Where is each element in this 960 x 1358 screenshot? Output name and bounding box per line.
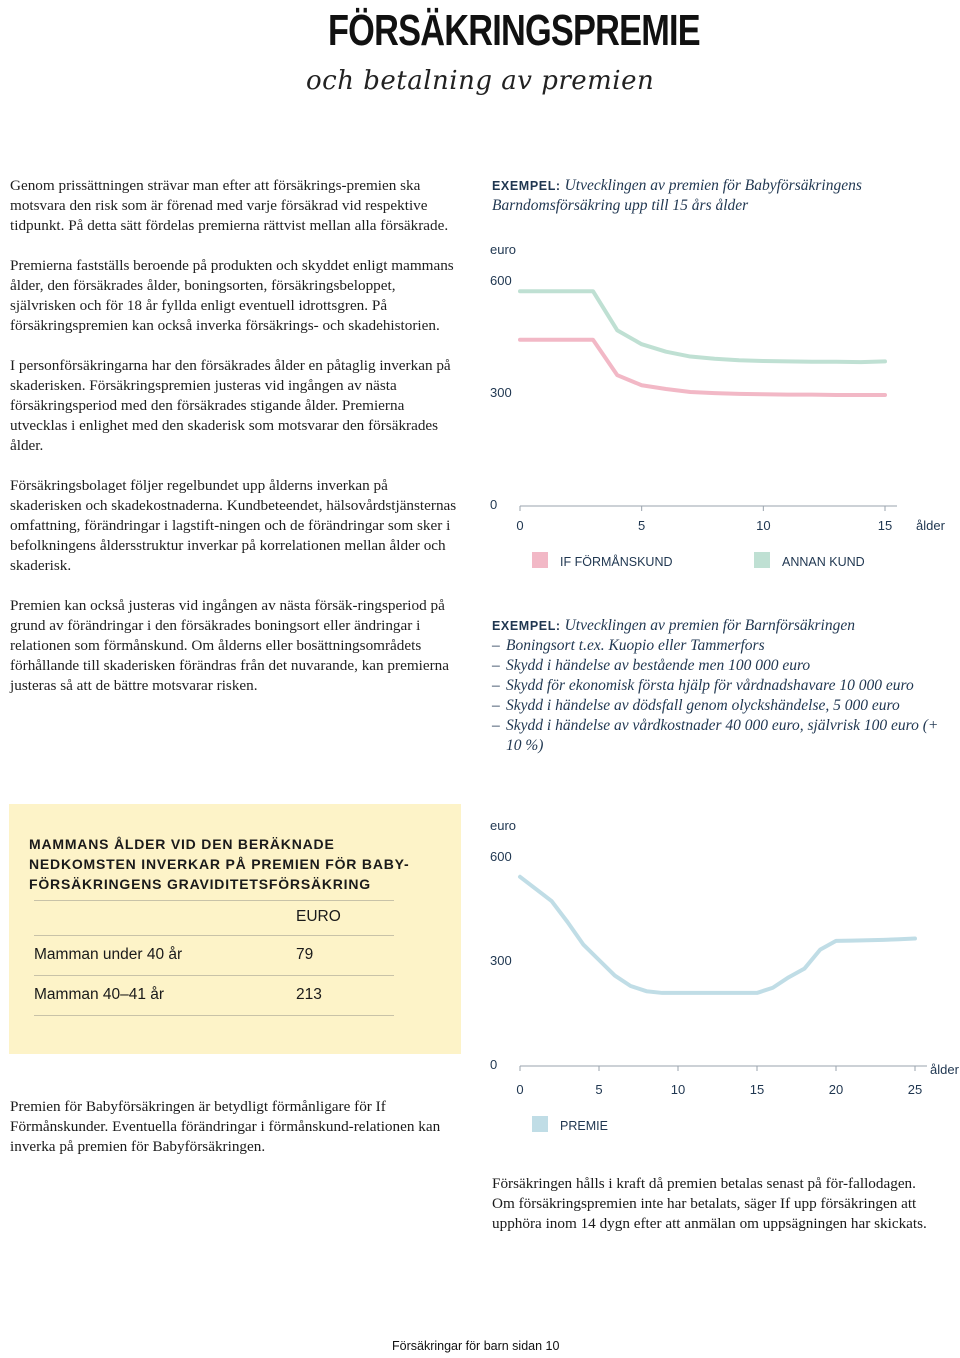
x-tick-label: 0: [516, 518, 524, 533]
page-title: FÖRSÄKRINGSPREMIE: [328, 6, 700, 55]
example2-label: EXEMPEL:: [492, 619, 561, 633]
paragraph-baby-insurance: Premien för Babyförsäkringen är betydligt förmånligare för If Förmånskunder. Eventuella förändringar i förmånskund-relationen kan inverka på premien för Babyförsäkringen.: [10, 1098, 441, 1155]
x-tick-label: 5: [638, 518, 646, 533]
info-box-mother-age: [9, 804, 461, 1054]
paragraph-payment: Försäkringen hålls i kraft då premien betalas senast på för-fallodagen. Om försäkringspremien inte har betalats, säger If upp försäkringen att upphöra inom 14 dygn efter att anmälan om uppsägningen har skickats.: [492, 1175, 927, 1232]
y-tick-label: 0: [490, 497, 498, 512]
y-tick-label: 600: [490, 849, 512, 864]
row-label-40-41: Mamman 40–41 år: [34, 986, 165, 1003]
paragraph-adjustment: Premien kan också justeras vid ingången av nästa försäk-ringsperiod på grund av förändringar i den försäkrades boningsort eller ändringar i relationen som förmånskund. Om ålderns eller bosättningsområdets förhållande till skaderisken förändras från det nuvarande, kan premierna justeras så att de bättre motsvarar risken.: [10, 597, 449, 694]
paragraph-age-risk: I personförsäkringarna har den försäkrades ålder en påtaglig inverkan på skaderisken. Försäkringspremien justeras vid ingången av nästa försäkringsperiod med den försäkrades stigande ålder. Premierna utvecklas i enlighet med den skaderisk som motsvarar den försäkrades ålder.: [10, 357, 451, 454]
chart-baby-insurance: [480, 236, 960, 586]
paragraph-pricing: Genom prissättningen strävar man efter att försäkrings-premien ska motsvara den risk som är förenad med varje försäkrad vid respektive tidpunkt. På detta sätt fördelas premierna rättvist mellan alla försäkrade.: [10, 177, 449, 234]
x-axis-label: ålder: [916, 518, 945, 533]
series-line: [520, 291, 885, 362]
x-tick-label: 20: [828, 1082, 844, 1097]
series-line: [520, 340, 885, 395]
page-footer: Försäkringar för barn sidan 10: [392, 1339, 560, 1353]
legend-label: PREMIE: [560, 1119, 608, 1133]
x-tick-label: 5: [595, 1082, 603, 1097]
left-column: [10, 176, 460, 716]
x-tick-label: 10: [756, 518, 771, 533]
row-value-40-41: 213: [296, 986, 322, 1003]
legend-swatch: [532, 552, 548, 568]
list-item: – Skydd för ekonomisk första hjälp för vårdnadshavare 10 000 euro: [492, 677, 914, 694]
y-tick-label: 300: [490, 953, 512, 968]
box-divider: [34, 1015, 394, 1016]
list-item: – Skydd i händelse av dödsfall genom olyckshändelse, 5 000 euro: [492, 697, 900, 714]
y-tick-label: 300: [490, 385, 512, 400]
x-tick-label: 15: [749, 1082, 765, 1097]
box-divider: [34, 975, 394, 976]
y-tick-label: 600: [490, 273, 512, 288]
paragraph-factors: Premierna fastställs beroende på produkten och skyddet enligt mammans ålder, den försäkrades ålder, boningsorten, försäkringsbeloppet, självrisken och för 18 år fyllda enligt eventuell idrottsgren. På försäkringspremien kan också inverka försäkrings- och skadehistorien.: [10, 257, 454, 334]
list-item: – Skydd i händelse av vårdkostnader 40 000 euro, självrisk 100 euro (+ 10 %): [492, 717, 939, 754]
list-item: – Skydd i händelse av bestående men 100 000 euro: [492, 657, 811, 674]
example2-text: Utvecklingen av premien för Barnförsäkringen: [564, 617, 855, 634]
example1-text: Utvecklingen av premien för Babyförsäkringens Barndomsförsäkring upp till 15 års ålder: [492, 177, 862, 214]
y-axis-label: euro: [490, 818, 517, 833]
example2-heading: [492, 616, 952, 756]
box-divider: [34, 935, 394, 936]
list-item: – Boningsort t.ex. Kuopio eller Tammerfors: [492, 637, 765, 654]
x-tick-label: 15: [877, 518, 893, 533]
paragraph-follow-up: Försäkringsbolaget följer regelbundet upp ålderns inverkan på skaderisken och skadekostnaderna. Kundbeteendet, hälsovårdstjänsternas omfattning, förändringar i lagstift-ningen och de förändringar som sker i befolkningens åldersstruktur inverkar på korrelationen mellan ålder och skaderisk.: [10, 477, 457, 574]
x-axis-label: ålder: [930, 1062, 959, 1077]
example1-heading: [492, 176, 952, 216]
example1-label: EXEMPEL:: [492, 179, 561, 193]
x-tick-label: 0: [516, 1082, 524, 1097]
row-label-under-40: Mamman under 40 år: [34, 946, 183, 963]
chart-child-insurance: [480, 812, 960, 1144]
x-tick-label: 25: [907, 1082, 923, 1097]
euro-column-header: EURO: [296, 908, 341, 925]
legend-label: ANNAN KUND: [782, 555, 865, 569]
series-line: [520, 877, 915, 993]
info-box-title: MAMMANS ÅLDER VID DEN BERÄKNADE NEDKOMSTEN INVERKAR PÅ PREMIEN FÖR BABY-FÖRSÄKRINGENS GRAVIDITETSFÖRSÄKRING: [29, 836, 410, 892]
legend-swatch: [754, 552, 770, 568]
legend-label: IF FÖRMÅNSKUND: [560, 555, 673, 569]
box-divider: [34, 900, 394, 901]
row-value-under-40: 79: [296, 946, 314, 963]
y-axis-label: euro: [490, 242, 517, 257]
y-tick-label: 0: [490, 1057, 498, 1072]
x-tick-label: 10: [670, 1082, 686, 1097]
page-subtitle: och betalning av premien: [306, 66, 655, 96]
legend-swatch: [532, 1116, 548, 1132]
